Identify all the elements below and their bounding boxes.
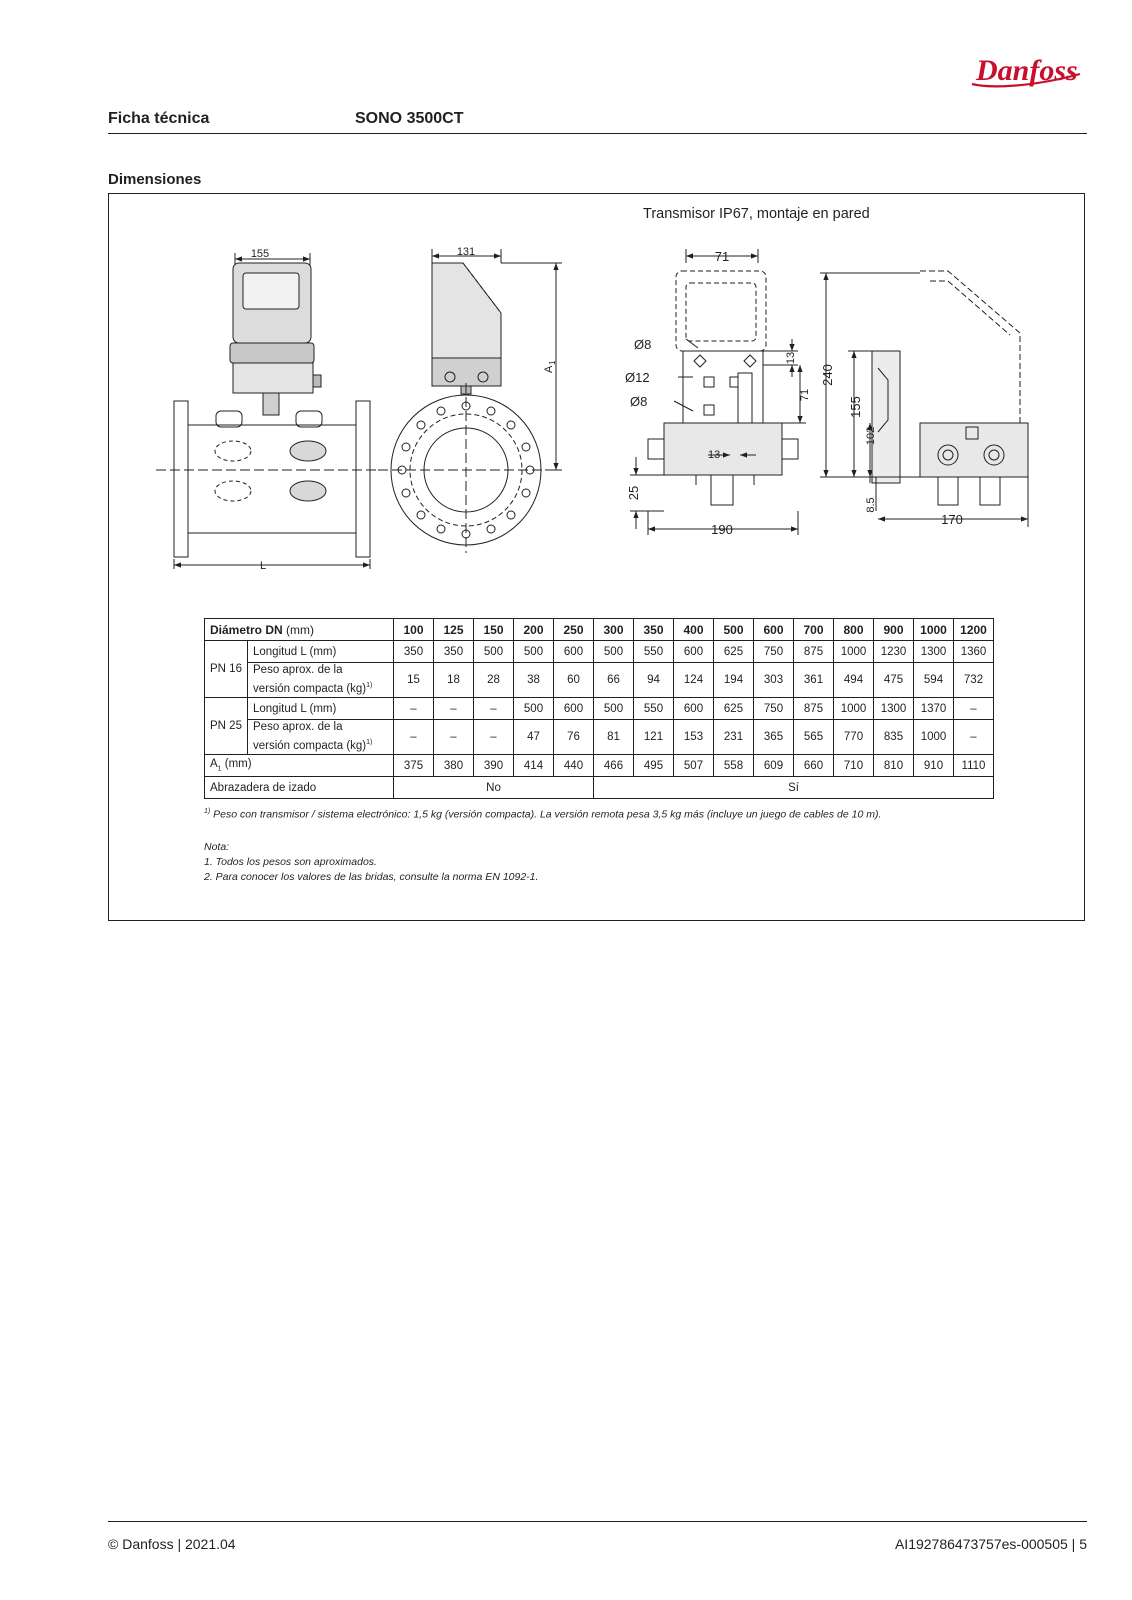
table-cell: 1370	[914, 698, 954, 720]
table-cell: 558	[714, 755, 754, 777]
table-cell: 38	[514, 663, 554, 698]
dim-a1: A	[543, 365, 555, 373]
table-row	[205, 663, 994, 698]
table-cell: 600	[554, 641, 594, 663]
table-cell: 153	[674, 720, 714, 755]
table-cell: 660	[794, 755, 834, 777]
table-cell: 835	[874, 720, 914, 755]
table-cell: 414	[514, 755, 554, 777]
dim-l: L	[259, 560, 267, 572]
dn-header: Diámetro DN (mm)	[205, 619, 394, 641]
table-cell: 303	[754, 663, 794, 698]
tx-dim-155: 155	[848, 396, 863, 418]
table-row	[205, 755, 994, 777]
transmitter-caption: Transmisor IP67, montaje en pared	[643, 206, 870, 222]
product-name: SONO 3500CT	[355, 110, 464, 127]
table-cell: 910	[914, 755, 954, 777]
table-cell: 507	[674, 755, 714, 777]
dn-cell: 150	[474, 619, 514, 641]
table-cell: 475	[874, 663, 914, 698]
table-cell: 550	[634, 698, 674, 720]
table-cell: 565	[794, 720, 834, 755]
table-cell: 380	[434, 755, 474, 777]
table-cell: 500	[594, 641, 634, 663]
tx-dim-d8-top: Ø8	[634, 337, 652, 352]
tx-dim-170: 170	[941, 512, 963, 527]
doc-type: Ficha técnica	[108, 110, 210, 127]
notes-title: Nota:	[204, 841, 230, 853]
table-cell: –	[434, 698, 474, 720]
tx-dim-13-right: 13	[785, 351, 797, 365]
table-cell: 66	[594, 663, 634, 698]
dimension-drawings	[108, 193, 1085, 593]
footer-divider	[108, 1521, 1087, 1522]
pn16-label: PN 16	[205, 641, 248, 698]
table-cell: 810	[874, 755, 914, 777]
tx-dim-71-top: 71	[714, 249, 730, 264]
table-cell: –	[394, 698, 434, 720]
table-cell: 710	[834, 755, 874, 777]
table-cell: 28	[474, 663, 514, 698]
footer-copyright: © Danfoss | 2021.04	[108, 1536, 236, 1552]
table-cell: 600	[674, 641, 714, 663]
side-view-drawing	[156, 253, 388, 569]
table-cell: 365	[754, 720, 794, 755]
tx-dim-240: 240	[820, 364, 835, 386]
table-cell: 466	[594, 755, 634, 777]
table-cell: –	[434, 720, 474, 755]
weight-label: Peso aprox. de la versión compacta (kg)$^{1)}$	[248, 720, 394, 755]
dn-cell: 250	[554, 619, 594, 641]
dn-cell: 1200	[954, 619, 994, 641]
dn-cell: 100	[394, 619, 434, 641]
a1-label: $A_1$ (mm)	[205, 755, 394, 777]
table-cell: 600	[554, 698, 594, 720]
table-cell: –	[394, 720, 434, 755]
table-cell: 1000	[914, 720, 954, 755]
front-view-drawing	[378, 249, 562, 553]
length-label: Longitud L (mm)	[248, 698, 394, 720]
svg-text:Danfoss: Danfoss	[976, 54, 1078, 87]
table-cell: 500	[594, 698, 634, 720]
header-divider	[108, 133, 1087, 134]
dn-cell: 400	[674, 619, 714, 641]
table-cell: 1000	[834, 698, 874, 720]
dimensions-table	[204, 618, 994, 799]
table-cell: 76	[554, 720, 594, 755]
transmitter-front-drawing	[630, 249, 806, 535]
lifting-yes: Sí	[594, 777, 994, 799]
table-cell: 361	[794, 663, 834, 698]
table-cell: 375	[394, 755, 434, 777]
table-row	[205, 698, 994, 720]
table-cell: 600	[674, 698, 714, 720]
table-cell: 750	[754, 641, 794, 663]
footer-doc-id: AI192786473757es-000505 | 5	[894, 1536, 1087, 1552]
table-cell: 609	[754, 755, 794, 777]
note-item: 2. Para conocer los valores de las bridas, consulte la norma EN 1092-1.	[204, 871, 539, 883]
table-cell: 440	[554, 755, 594, 777]
table-cell: 1300	[914, 641, 954, 663]
table-cell: –	[954, 698, 994, 720]
notes	[204, 840, 538, 885]
table-cell: 750	[754, 698, 794, 720]
table-cell: 594	[914, 663, 954, 698]
weight-label: Peso aprox. de la versión compacta (kg)$^{1)}$	[248, 663, 394, 698]
table-cell: 625	[714, 641, 754, 663]
table-cell: 1360	[954, 641, 994, 663]
table-cell: –	[474, 720, 514, 755]
dn-cell: 200	[514, 619, 554, 641]
table-cell: 350	[394, 641, 434, 663]
table-row	[205, 777, 994, 799]
table-cell: 124	[674, 663, 714, 698]
table-cell: 1300	[874, 698, 914, 720]
dn-cell: 1000	[914, 619, 954, 641]
table-cell: 194	[714, 663, 754, 698]
pn25-label: PN 25	[205, 698, 248, 755]
tx-dim-25: 25	[626, 485, 641, 501]
length-label: Longitud L (mm)	[248, 641, 394, 663]
danfoss-logo	[968, 44, 1088, 96]
table-cell: 350	[434, 641, 474, 663]
dim-131: 131	[456, 246, 476, 258]
table-cell: 231	[714, 720, 754, 755]
note-item: 1. Todos los pesos son aproximados.	[204, 856, 377, 868]
dn-cell: 500	[714, 619, 754, 641]
tx-dim-102: 102	[865, 426, 877, 446]
tx-dim-13-bottom: 13	[708, 449, 721, 461]
lifting-label: Abrazadera de izado	[205, 777, 394, 799]
tx-dim-d8-bottom: Ø8	[630, 394, 648, 409]
table-header-row	[205, 619, 994, 641]
lifting-no: No	[394, 777, 594, 799]
tx-dim-71-right: 71	[799, 388, 811, 402]
table-cell: 550	[634, 641, 674, 663]
table-cell: 121	[634, 720, 674, 755]
table-cell: 1230	[874, 641, 914, 663]
table-cell: 94	[634, 663, 674, 698]
tx-dim-d12: Ø12	[625, 370, 650, 385]
table-cell: 770	[834, 720, 874, 755]
dn-cell: 700	[794, 619, 834, 641]
dim-155: 155	[250, 248, 270, 260]
dn-cell: 800	[834, 619, 874, 641]
table-cell: –	[474, 698, 514, 720]
dn-cell: 300	[594, 619, 634, 641]
table-cell: 18	[434, 663, 474, 698]
table-cell: 500	[474, 641, 514, 663]
table-row	[205, 720, 994, 755]
table-cell: 495	[634, 755, 674, 777]
table-row	[205, 641, 994, 663]
table-cell: 732	[954, 663, 994, 698]
table-cell: 875	[794, 641, 834, 663]
table-cell: 500	[514, 641, 554, 663]
table-cell: 390	[474, 755, 514, 777]
table-cell: 81	[594, 720, 634, 755]
footnote: $^{1)}$ Peso con transmisor / sistema electrónico: 1,5 kg (versión compacta). La versión remota pesa 3,5 kg más (incluye un juego de cables de 10 m).	[204, 808, 882, 821]
table-cell: 500	[514, 698, 554, 720]
dim-a1-sub: 1	[548, 360, 557, 365]
table-cell: 1000	[834, 641, 874, 663]
table-cell: 494	[834, 663, 874, 698]
table-cell: 875	[794, 698, 834, 720]
table-cell: 625	[714, 698, 754, 720]
tx-dim-8-5: 8.5	[865, 497, 877, 513]
dn-cell: 125	[434, 619, 474, 641]
dn-cell: 900	[874, 619, 914, 641]
section-title: Dimensiones	[108, 171, 202, 188]
dn-cell: 600	[754, 619, 794, 641]
table-cell: 15	[394, 663, 434, 698]
table-cell: 47	[514, 720, 554, 755]
table-cell: –	[954, 720, 994, 755]
dn-cell: 350	[634, 619, 674, 641]
tx-dim-190: 190	[711, 522, 733, 537]
table-cell: 60	[554, 663, 594, 698]
table-cell: 1110	[954, 755, 994, 777]
